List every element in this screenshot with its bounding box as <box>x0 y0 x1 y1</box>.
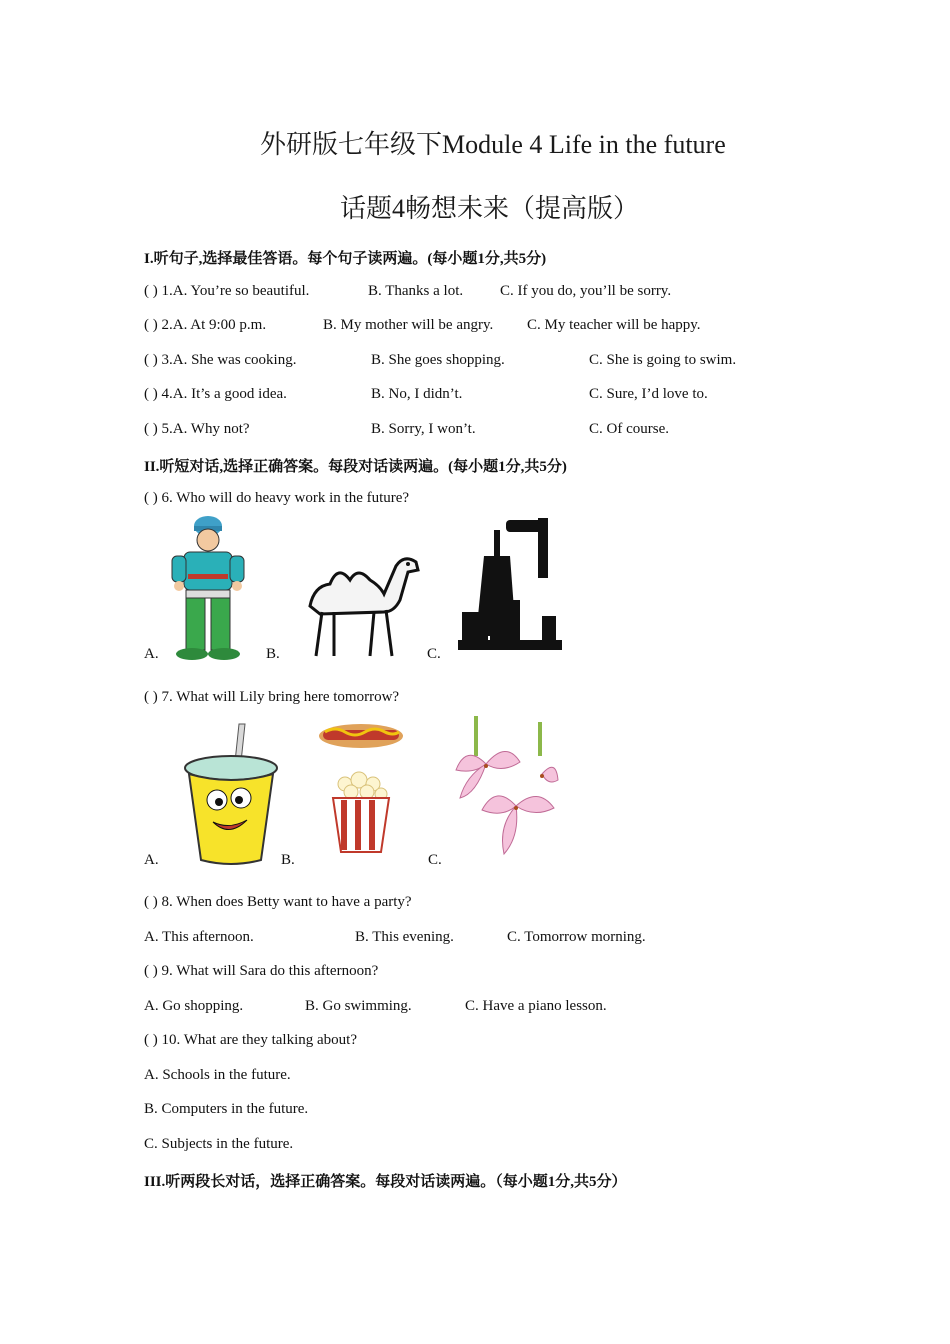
q10-option-a: A. Schools in the future. <box>144 1067 291 1083</box>
question-5-a: ( ) 5.A. Why not? <box>144 421 250 437</box>
question-8: ( ) 8. When does Betty want to have a party? <box>144 894 412 910</box>
question-5-c: C. Of course. <box>589 421 669 437</box>
question-9: ( ) 9. What will Sara do this afternoon? <box>144 963 379 979</box>
question-10: ( ) 10. What are they talking about? <box>144 1032 357 1048</box>
question-3-a: ( ) 3.A. She was cooking. <box>144 352 297 368</box>
drink-cup-picture <box>183 722 279 866</box>
section-2-heading: II.听短对话,选择正确答案。每段对话读两遍。(每小题1分,共5分) <box>144 459 567 475</box>
hotdog-popcorn-picture <box>315 718 407 858</box>
q8-option-b: B. This evening. <box>355 929 454 945</box>
q8-option-a: A. This afternoon. <box>144 929 254 945</box>
question-6: ( ) 6. Who will do heavy work in the future? <box>144 490 410 506</box>
q7-label-b: B. <box>281 852 295 868</box>
question-4-b: B. No, I didn’t. <box>371 386 463 402</box>
q10-option-b: B. Computers in the future. <box>144 1101 309 1117</box>
question-3-c: C. She is going to swim. <box>589 352 737 368</box>
question-4-a: ( ) 4.A. It’s a good idea. <box>144 386 287 402</box>
q8-option-c: C. Tomorrow morning. <box>507 929 646 945</box>
question-4-c: C. Sure, I’d love to. <box>589 386 708 402</box>
question-3-b: B. She goes shopping. <box>371 352 505 368</box>
q7-label-c: C. <box>428 852 442 868</box>
section-3-heading: III.听两段长对话，选择正确答案。每段对话读两遍。（每小题1分,共5分） <box>144 1174 627 1190</box>
q6-label-a: A. <box>144 646 159 662</box>
q10-option-c: C. Subjects in the future. <box>144 1136 294 1152</box>
oil-pump-picture <box>454 516 566 660</box>
question-1-a: ( ) 1.A. You’re so beautiful. <box>144 283 310 299</box>
question-2-a: ( ) 2.A. At 9:00 p.m. <box>144 317 267 333</box>
question-2-c: C. My teacher will be happy. <box>527 317 701 333</box>
question-1-c: C. If you do, you’ll be sorry. <box>500 283 672 299</box>
question-5-b: B. Sorry, I won’t. <box>371 421 476 437</box>
document-subtitle: 话题4畅想未来（提高版） <box>340 194 640 223</box>
document-title: 外研版七年级下Module 4 Life in the future <box>260 130 726 159</box>
q9-option-c: C. Have a piano lesson. <box>465 998 607 1014</box>
q6-label-c: C. <box>427 646 441 662</box>
q7-label-a: A. <box>144 852 159 868</box>
question-7: ( ) 7. What will Lily bring here tomorrow? <box>144 689 400 705</box>
question-2-b: B. My mother will be angry. <box>323 317 494 333</box>
camel-picture <box>300 546 424 662</box>
q9-option-b: B. Go swimming. <box>305 998 412 1014</box>
section-1-heading: I.听句子,选择最佳答语。每个句子读两遍。(每小题1分,共5分) <box>144 251 547 267</box>
lily-flowers-picture <box>446 714 560 866</box>
worker-picture <box>162 512 254 662</box>
q9-option-a: A. Go shopping. <box>144 998 244 1014</box>
q6-label-b: B. <box>266 646 280 662</box>
question-1-b: B. Thanks a lot. <box>368 283 464 299</box>
